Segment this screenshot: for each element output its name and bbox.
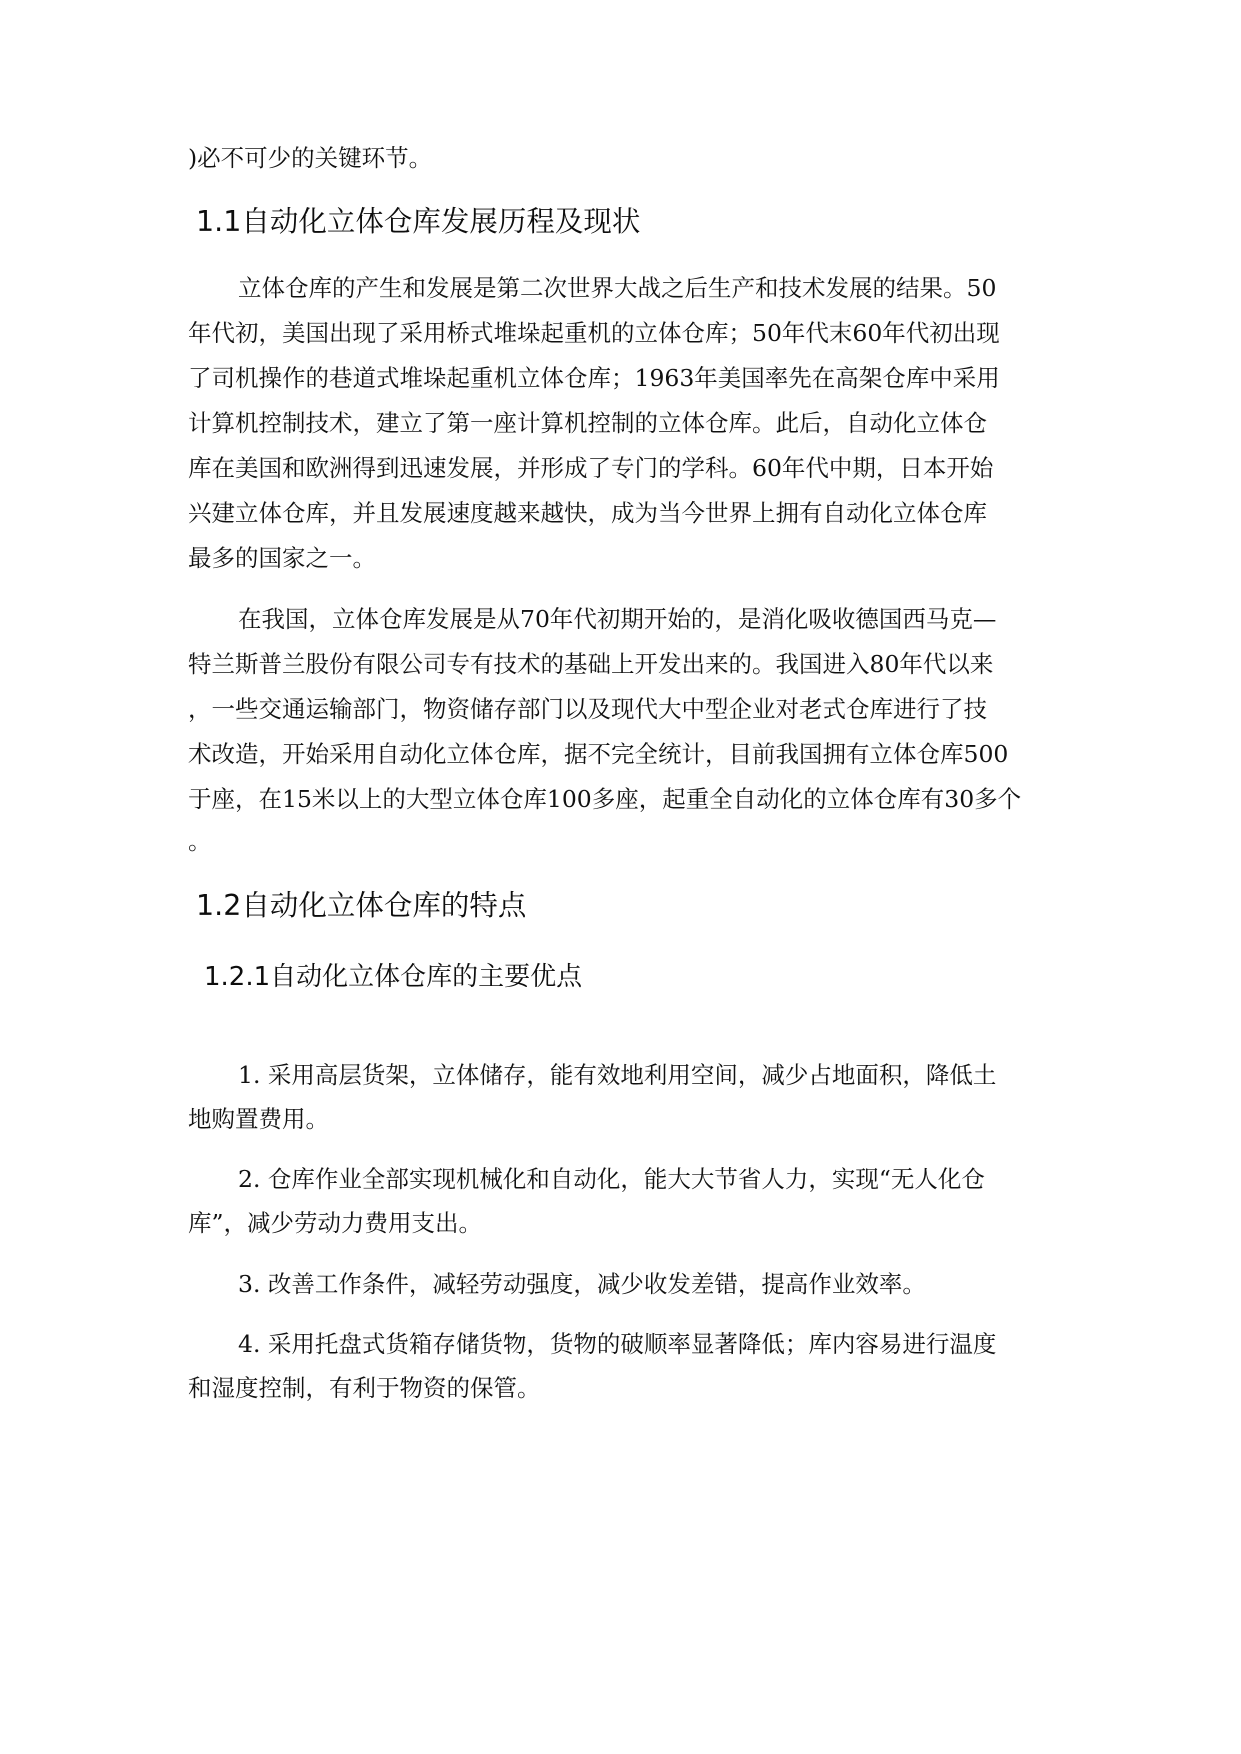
paragraph-line: 术改造，开始采用自动化立体仓库，据不完全统计，目前我国拥有立体仓库500: [188, 740, 1009, 768]
intro-line: )必不可少的关键环节。: [188, 144, 433, 172]
paragraph-line: 特兰斯普兰股份有限公司专有技术的基础上开发出来的。我国进入80年代以来: [188, 650, 994, 678]
list-item-line: 2. 仓库作业全部实现机械化和自动化，能大大节省人力，实现“无人化仓: [238, 1165, 985, 1193]
paragraph-line: ，一些交通运输部门，物资储存部门以及现代大中型企业对老式仓库进行了技: [188, 695, 987, 723]
section-heading-1-2: 1.2自动化立体仓库的特点: [196, 889, 527, 922]
list-item-line: 3. 改善工作条件，减轻劳动强度，减少收发差错，提高作业效率。: [238, 1270, 926, 1298]
paragraph-line: 。: [188, 827, 212, 855]
list-item-line: 1. 采用高层货架，立体储存，能有效地利用空间，减少占地面积，降低土: [238, 1061, 997, 1089]
section-heading-1-1: 1.1自动化立体仓库发展历程及现状: [196, 205, 641, 238]
list-item-line: 地购置费用。: [188, 1105, 329, 1133]
list-item-line: 4. 采用托盘式货箱存储货物，货物的破顺率显著降低；库内容易进行温度: [238, 1330, 997, 1358]
paragraph-line: 最多的国家之一。: [188, 544, 376, 572]
paragraph-line: 兴建立体仓库，并且发展速度越来越快，成为当今世界上拥有自动化立体仓库: [188, 499, 987, 527]
paragraph-line: 立体仓库的产生和发展是第二次世界大战之后生产和技术发展的结果。50: [238, 274, 997, 302]
paragraph-line: 库在美国和欧洲得到迅速发展，并形成了专门的学科。60年代中期，日本开始: [188, 454, 994, 482]
paragraph-line: 了司机操作的巷道式堆垛起重机立体仓库；1963年美国率先在高架仓库中采用: [188, 364, 1000, 392]
subsection-heading-1-2-1: 1.2.1自动化立体仓库的主要优点: [204, 962, 583, 992]
paragraph-line: 计算机控制技术，建立了第一座计算机控制的立体仓库。此后，自动化立体仓: [188, 409, 987, 437]
paragraph-line: 于座，在15米以上的大型立体仓库100多座，起重全自动化的立体仓库有30多个: [188, 785, 1022, 813]
list-item-line: 和湿度控制，有利于物资的保管。: [188, 1374, 541, 1402]
paragraph-line: 在我国，立体仓库发展是从70年代初期开始的，是消化吸收德国西马克—: [238, 605, 997, 633]
list-item-line: 库”，减少劳动力费用支出。: [188, 1209, 483, 1237]
paragraph-line: 年代初，美国出现了采用桥式堆垛起重机的立体仓库；50年代末60年代初出现: [188, 319, 1000, 347]
